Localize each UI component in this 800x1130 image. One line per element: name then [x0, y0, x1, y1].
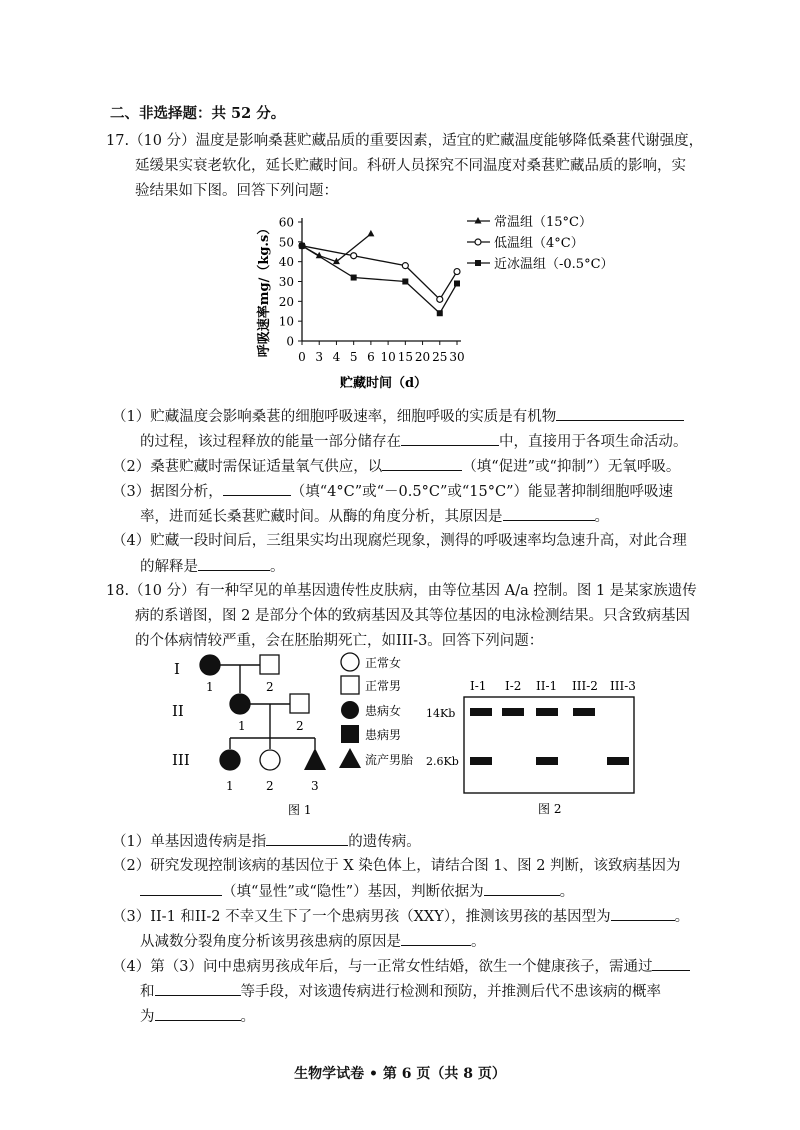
q18-sub4-line3: 为 。 [140, 1006, 255, 1027]
q17-stem-line3: 验结果如下图。回答下列问题： [135, 183, 338, 199]
answer-blank[interactable] [155, 981, 241, 996]
x-tick-label: 15 [397, 350, 413, 364]
individual-number: 1 [206, 680, 214, 694]
answer-blank[interactable] [266, 831, 348, 846]
legend-label: 患病男 [365, 728, 402, 742]
x-axis-label: 贮藏时间（d） [339, 376, 428, 391]
x-tick-label: 6 [367, 350, 375, 364]
individual-number: 2 [296, 719, 304, 733]
q18-sub4-line2: 和 等手段，对该遗传病进行检测和预防，并推测后代不患该病的概率 [140, 981, 661, 1002]
answer-blank[interactable] [140, 881, 222, 896]
y-tick-label: 30 [278, 275, 294, 289]
section-heading: 二、非选择题：共 52 分。 [110, 105, 286, 122]
x-tick-label: 5 [349, 350, 358, 364]
data-point-open-circle [437, 296, 443, 302]
y-tick-label: 10 [278, 314, 294, 329]
x-tick-label: 0 [298, 350, 306, 364]
lane-label: III-3 [610, 679, 636, 693]
answer-blank[interactable] [484, 881, 560, 896]
generation-label: III [172, 751, 190, 769]
individual-number: 2 [266, 680, 274, 694]
q17-sub4-line2: 的解释是 。 [140, 556, 285, 577]
legend-normal-male-symbol [341, 676, 359, 694]
gel-band-2.6kb-II-1 [536, 757, 558, 765]
page-footer: 生物学试卷 • 第 6 页（共 8 页） [294, 1066, 506, 1082]
legend-affected-female-symbol [341, 701, 359, 719]
chart-legend [467, 214, 614, 272]
x-tick-label: 4 [332, 350, 341, 364]
legend-label: 流产男胎 [365, 753, 414, 767]
answer-blank[interactable] [155, 1006, 241, 1021]
data-point-open-circle [351, 253, 357, 259]
x-tick-label: 10 [380, 350, 396, 364]
x-tick-label: 25 [432, 350, 448, 364]
pedigree-figure [160, 648, 460, 818]
q17-sub1-line1: （1）贮藏温度会影响桑葚的细胞呼吸速率，细胞呼吸的实质是有机物 [112, 406, 684, 427]
legend-affected-male-symbol [341, 725, 359, 743]
I-2-normal-male [260, 655, 279, 674]
answer-blank[interactable] [401, 431, 499, 446]
q17-stem-line1: 17.（10 分）温度是影响桑葚贮藏品质的重要因素，适宜的贮藏温度能够降低桑葚代谢强度， [106, 133, 704, 149]
y-axis-label: 呼吸速率mg/（kg.s） [257, 221, 272, 358]
data-point-filled-square [351, 275, 357, 281]
series-line [302, 246, 457, 300]
q18-stem-line3: 的个体病情较严重，会在胚胎期死亡，如III-3。回答下列问题： [135, 633, 544, 649]
q18-stem-line2: 病的系谱图，图 2 是部分个体的致病基因及其等位基因的电泳检测结果。只含致病基因 [135, 608, 690, 624]
q18-sub3-line1: （3）II-1 和II-2 不幸又生下了一个患病男孩（XXY），推测该男孩的基因型为 。 [112, 906, 689, 927]
q18-stem-line1: 18.（10 分）有一种罕见的单基因遗传性皮肤病，由等位基因 A/a 控制。图 1 是某家族遗传 [106, 583, 697, 599]
data-point-triangle [367, 230, 374, 237]
generation-label: II [172, 702, 184, 720]
data-point-open-circle [475, 239, 481, 245]
x-tick-label: 20 [414, 350, 431, 364]
II-2-normal-male [290, 694, 309, 713]
y-tick-label: 40 [278, 255, 294, 270]
gel-band-14kb-II-1 [536, 708, 558, 716]
y-tick-label: 20 [278, 294, 294, 309]
figure-2-caption: 图 2 [538, 802, 562, 816]
gel-band-2.6kb-III-3 [607, 757, 629, 765]
data-point-filled-square [454, 280, 460, 286]
individual-number: 1 [226, 779, 234, 793]
legend-label: 正常女 [365, 656, 402, 670]
generation-label: I [174, 660, 180, 678]
x-tick-label: 30 [449, 350, 465, 364]
data-point-open-circle [454, 269, 460, 275]
gel-electrophoresis-figure [420, 675, 670, 825]
series-line [302, 246, 457, 313]
gel-band-14kb-III-2 [573, 708, 595, 716]
q18-sub2-line2: （填“显性”或“隐性”）基因，判断依据为 。 [140, 881, 574, 902]
respiration-rate-chart [0, 205, 800, 405]
band-size-label: 14Kb [426, 707, 456, 720]
q18-sub2-line1: （2）研究发现控制该病的基因位于 X 染色体上，请结合图 1、图 2 判断，该致病基因为 [112, 858, 681, 874]
y-tick-label: 60 [278, 215, 294, 230]
gel-band-2.6kb-I-1 [470, 757, 492, 765]
individual-number: 3 [311, 779, 319, 793]
individual-number: 2 [266, 779, 274, 793]
data-point-filled-square [437, 310, 443, 316]
x-tick-label: 3 [315, 350, 324, 364]
gel-band-14kb-I-2 [502, 708, 524, 716]
q17-sub3-line2: 率，进而延长桑葚贮藏时间。从酶的角度分析，其原因是 。 [140, 506, 609, 527]
legend-label: 正常男 [365, 679, 402, 693]
I-1-affected-female [200, 655, 220, 675]
q17-stem-line2: 延缓果实衰老软化，延长贮藏时间。科研人员探究不同温度对桑葚贮藏品质的影响，实 [135, 158, 686, 174]
data-point-triangle [475, 217, 482, 224]
figure-1-caption: 图 1 [288, 803, 312, 817]
II-1-affected-female [230, 694, 250, 714]
III-1-affected-female [220, 750, 240, 770]
lane-label: I-2 [505, 679, 522, 693]
legend-label: 近冰温组（-0.5°C） [494, 257, 614, 272]
III-3-miscarried-male-triangle [304, 748, 326, 770]
legend-label: 常温组（15°C） [494, 215, 592, 230]
answer-blank[interactable] [503, 506, 595, 521]
legend-normal-female-symbol [341, 653, 359, 671]
q17-sub3-line1: （3）据图分析， （填“4°C”或“－0.5°C”或“15°C”）能显著抑制细胞呼吸速 [112, 481, 673, 502]
legend-label: 患病女 [365, 704, 402, 718]
III-2-normal-female [260, 750, 280, 770]
data-point-filled-square [299, 243, 305, 249]
q18-sub3-line2: 从减数分裂角度分析该男孩患病的原因是 。 [140, 931, 486, 952]
chart-series [299, 230, 461, 316]
answer-blank[interactable] [382, 456, 462, 471]
answer-blank[interactable] [556, 406, 684, 421]
q17-sub2: （2）桑葚贮藏时需保证适量氧气供应，以 （填“促进”或“抑制”）无氧呼吸。 [112, 456, 680, 477]
lane-label: I-1 [470, 679, 487, 693]
y-tick-label: 50 [278, 235, 294, 250]
legend-miscarried-male-symbol [339, 748, 361, 768]
data-point-open-circle [402, 263, 408, 269]
q18-sub4-line1: （4）第（3）问中患病男孩成年后，与一正常女性结婚，欲生一个健康孩子，需通过 [112, 956, 690, 977]
gel-band-14kb-I-1 [470, 708, 492, 716]
individual-number: 1 [238, 719, 246, 733]
band-size-label: 2.6Kb [426, 755, 459, 768]
lane-label: II-1 [536, 679, 558, 693]
answer-blank[interactable] [611, 906, 675, 921]
legend-label: 低温组（4°C） [494, 236, 584, 251]
q17-sub1-line2: 的过程，该过程释放的能量一部分储存在 中，直接用于各项生命活动。 [140, 431, 688, 452]
data-point-filled-square [475, 260, 481, 266]
y-tick-label: 0 [286, 334, 294, 349]
lane-label: III-2 [572, 679, 598, 693]
answer-blank[interactable] [223, 481, 291, 496]
q18-sub1: （1）单基因遗传病是指 的遗传病。 [112, 831, 421, 852]
answer-blank[interactable] [401, 931, 471, 946]
q17-sub4-line1: （4）贮藏一段时间后，三组果实均出现腐烂现象，测得的呼吸速率均急速升高，对此合理 [112, 533, 687, 549]
answer-blank[interactable] [198, 556, 270, 571]
answer-blank[interactable] [652, 956, 690, 971]
data-point-filled-square [402, 279, 408, 285]
